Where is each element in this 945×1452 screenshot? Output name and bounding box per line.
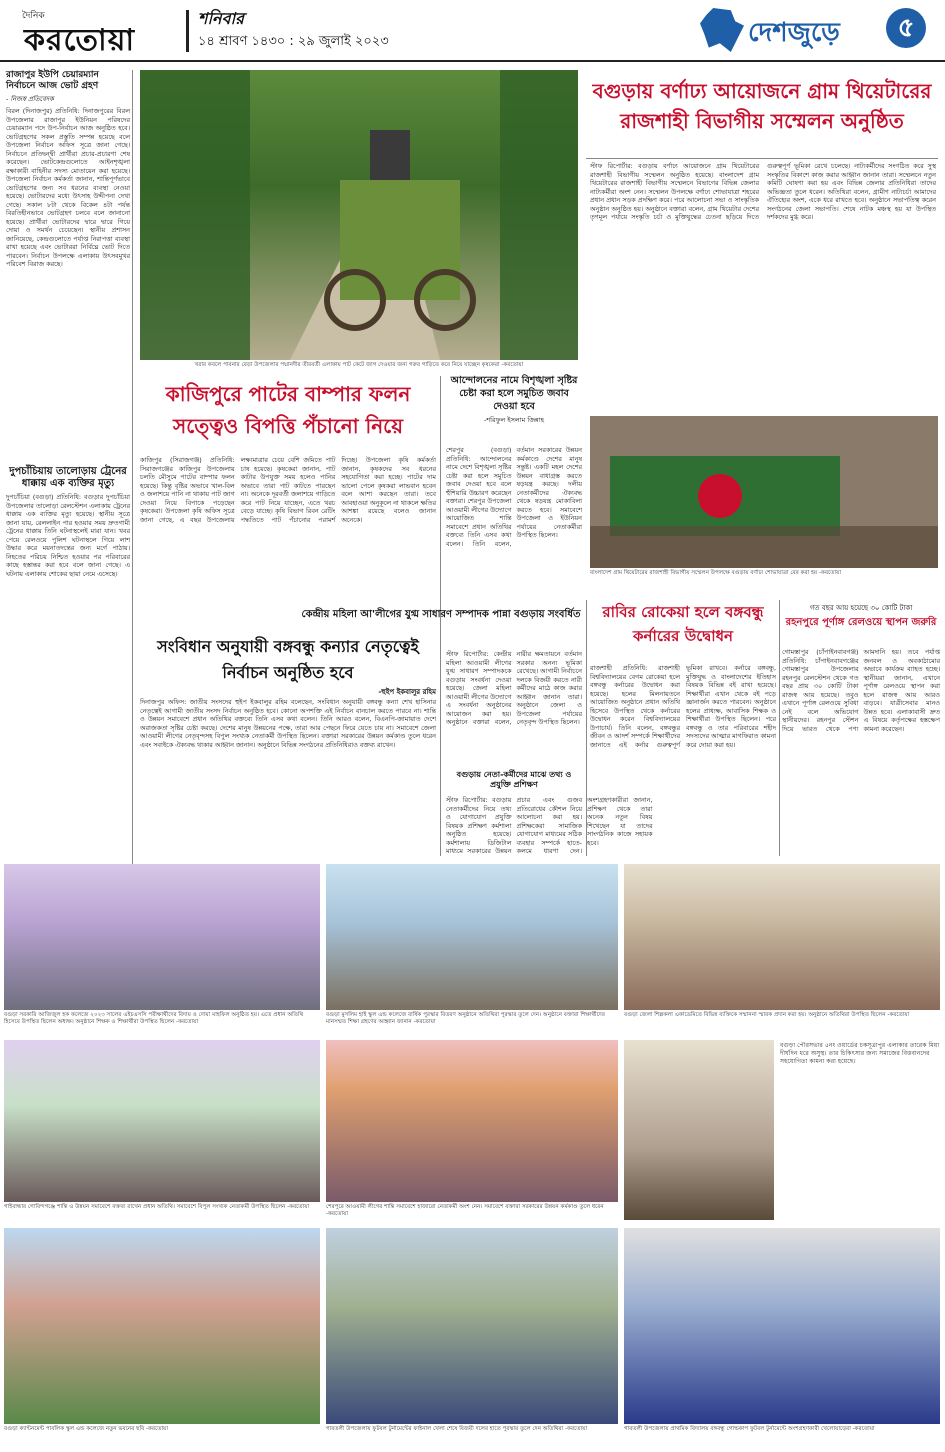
photo-peace-rally-crowd xyxy=(326,1040,618,1202)
logo-name: করতোয়া xyxy=(24,23,136,58)
masthead-date: ১৪ শ্রাবণ ১৪৩০ : ২৯ জুলাই ২০২৩ xyxy=(198,34,389,49)
photo-row3-caption-2: গাবতলী উপজেলায় ফুটবল টুর্নামেন্টের ফাইনাল খেলা শেষে বিজয়ী দলের হাতে পুরস্কার তুলে দেন অতিথিরা -করতোয়া xyxy=(326,1426,588,1432)
women-league-story-body: স্টাফ রিপোর্টার: কেন্দ্রীয় মহিলা আওয়ামী লীগের যুগ্ম সাধারণ সম্পাদককে বগুড়ায় সংবর্ধনা দেওয়া হয়েছে। জেলা মহিলা আওয়ামী লীগের উদ্যোগে এ সংবর্ধনা অনুষ্ঠানের আয়োজন করা হয়। অনুষ্ঠানে বক্তারা বলেন, নারীর ক্ষমতায়নে বর্তমান সরকার অনন্য ভূমিকা রেখেছে। আগামী নির্বাচনে দলকে বিজয়ী করতে নারী কর্মীদের মাঠে কাজ করার আহ্বান জানান তারা। অনুষ্ঠানে জেলা ও উপজেলা পর্যায়ের নেতৃবৃন্দ উপস্থিত ছিলেন। xyxy=(446,650,582,726)
rokeya-story-body: রাজশাহী প্রতিনিধি: রাজশাহী বিশ্ববিদ্যালয়ের বেগম রোকেয়া হলে বঙ্গবন্ধু কর্নারের উদ্বোধন করা হয়েছে। হলের মিলনায়তনে আয়োজিত অনুষ্ঠানে প্রধান অতিথি হিসেবে উপস্থিত থেকে কর্নারের উদ্বোধন করেন বিশ্ববিদ্যালয়ের উপাচার্য। তিনি বলেন, বঙ্গবন্ধুর জীবন ও আদর্শ সম্পর্কে শিক্ষার্থীদের জানাতে এই কর্নার গুরুত্বপূর্ণ ভূমিকা রাখবে। কর্নারে বঙ্গবন্ধু, মুক্তিযুদ্ধ ও বাংলাদেশের ইতিহাস বিষয়ক বিভিন্ন বই রাখা হয়েছে। শিক্ষার্থীরা এখান থেকে বই পড়ে জ্ঞানার্জন করতে পারবেন। অনুষ্ঠানে হলের প্রাধ্যক্ষ, আবাসিক শিক্ষক ও শিক্ষার্থীরা উপস্থিত ছিলেন। পরে বঙ্গবন্ধু ও তার পরিবারের শহীদ সদস্যদের আত্মার মাগফিরাত কামনা করে দোয়া করা হয়। xyxy=(590,664,776,749)
page-number: ৫ xyxy=(886,8,926,48)
photo-development-rally xyxy=(4,1040,320,1202)
student-story-body: শেরপুর (বগুড়া) প্রতিনিধি: আন্দোলনের নামে দেশে বিশৃঙ্খলা সৃষ্টির চেষ্টা করা হলে সমুচিত জবাব দেওয়া হবে বলে হুঁশিয়ারি উচ্চারণ করেছেন বক্তারা। শেরপুর উপজেলা আওয়ামী লীগের উদ্যোগে আয়োজিত শান্তি সমাবেশে প্রধান অতিথির বক্তব্যে তিনি এসব কথা বলেন। তিনি বলেন, বর্তমান সরকারের উন্নয়ন কর্মকাণ্ডে দেশের মানুষ সন্তুষ্ট। একটি মহল দেশের উন্নয়ন বাধাগ্রস্ত করতে ষড়যন্ত্র করছে। দলীয় নেতাকর্মীদের ঐক্যবদ্ধ থেকে ষড়যন্ত্র মোকাবিলা করতে হবে। সমাবেশে উপজেলা ও ইউনিয়ন পর্যায়ের নেতাকর্মীরা উপস্থিত ছিলেন। xyxy=(446,446,582,548)
training-story-header xyxy=(446,770,582,796)
column-rule xyxy=(586,600,587,856)
top-photo-caption: খরার কবলে পাবনার বেড়া উপজেলার পদ্মানদীর তীরবর্তী এলাকায় পাট কেটে জাগ দেওয়ার জন্য গরুর গাড়িতে করে নিয়ে যাচ্ছেন কৃষকেরা -করতোয়া xyxy=(194,362,524,368)
jute-story-header xyxy=(140,378,436,450)
theatre-photo-caption: বাংলাদেশ গ্রাম থিয়েটারের রাজশাহী বিভাগীয় সম্মেলন উপলক্ষে বগুড়ায় বর্ণাঢ্য শোভাযাত্রা বের করা হয় -করতোয়া xyxy=(590,570,842,576)
theatre-story-header xyxy=(586,72,938,158)
theatre-headline-rule xyxy=(586,158,938,159)
photo-row2-caption-2: শেরপুরে আওয়ামী লীগের শান্তি সমাবেশে হাজারো নেতাকর্মী অংশ নেন। সমাবেশে বক্তারা সরকারের উন্নয়ন কর্মকাণ্ড তুলে ধরেন -করতোয়া xyxy=(326,1204,604,1218)
photo-row1-caption-3: বগুড়া জেলা শিল্পকলা একাডেমিতে বিভিন্ন ব্যক্তিকে সম্মাননা স্মারক প্রদান করা হয়। অনুষ্ঠানে অতিথিরা উপস্থিত ছিলেন -করতোয়া xyxy=(624,1012,910,1018)
photo-school-prize xyxy=(326,864,618,1010)
photo-row1-caption-1: বগুড়া সরকারি আজিজুল হক কলেজে ২০২৩ সালের এইচএসসি পরীক্ষার্থীদের বিদায় ও দোয়া মাহফিল অনুষ্ঠিত হয়। এতে প্রধান অতিথি হিসেবে উপস্থিত ছিলেন অধ্যক্ষ। অনুষ্ঠানে শিক্ষক ও শিক্ষার্থীরা উপস্থিত ছিলেন -করতোয়া xyxy=(4,1012,304,1026)
photo-honour-award xyxy=(624,864,940,1010)
theatre-story-body: স্টাফ রিপোর্টার: বগুড়ায় বর্ণাঢ্য আয়োজনে গ্রাম থিয়েটারের রাজশাহী বিভাগীয় সম্মেলন অনুষ্ঠিত হয়েছে। বাংলাদেশ গ্রাম থিয়েটারের রাজশাহী বিভাগীয় সম্মেলনে বিভাগের বিভিন্ন জেলার নাট্যকর্মীরা অংশ নেন। সম্মেলন উপলক্ষে বর্ণাঢ্য শোভাযাত্রা শহরের প্রধান প্রধান সড়ক প্রদক্ষিণ করে। পরে আলোচনা সভা ও সাংস্কৃতিক অনুষ্ঠান অনুষ্ঠিত হয়। অনুষ্ঠানে বক্তারা বলেন, গ্রাম থিয়েটার দেশের তৃণমূল পর্যায়ে সংস্কৃতি চর্চা ও মুক্তিযুদ্ধের চেতনা ছড়িয়ে দিতে গুরুত্বপূর্ণ ভূমিকা রেখে চলেছে। নাট্যকর্মীদের সংগঠিত করে সুস্থ সংস্কৃতির বিকাশে কাজ করার আহ্বান জানান তারা। সম্মেলনে নতুন কমিটি ঘোষণা করা হয় এবং বিভিন্ন জেলার প্রতিনিধিরা তাদের অভিজ্ঞতা তুলে ধরেন। অতিথিরা বলেন, গ্রামীণ নাট্যচর্চা আমাদের ঐতিহ্যের অংশ, একে ধরে রাখতে হবে। অনুষ্ঠানে সভাপতিত্ব করেন সংগঠনের জেলা সভাপতি। শেষে নাটক মঞ্চস্থ হয় যা উপস্থিত দর্শকদের মুগ্ধ করে। xyxy=(590,162,936,221)
bangladesh-map-icon xyxy=(700,8,744,52)
photo-row1-caption-2: বগুড়া মুসলিম হাই স্কুল এন্ড কলেজে বার্ষিক পুরস্কার বিতরণ অনুষ্ঠানে অতিথিরা পুরস্কার তুলে দেন। অনুষ্ঠানে বক্তারা শিক্ষার্থীদের মানসম্মত শিক্ষা গ্রহণের আহ্বান জানান -করতোয়া xyxy=(326,1012,605,1026)
jute-story-body: কাজিপুর (সিরাজগঞ্জ) প্রতিনিধি: সিরাজগঞ্জের কাজিপুর উপজেলায় চলতি মৌসুমে পাটের বাম্পার ফলন হয়েছে। কিন্তু বৃষ্টির অভাবে খাল-বিল ও জলাশয়ে পানি না থাকায় পাট জাগ দেওয়া নিয়ে বিপাকে পড়েছেন কৃষকেরা। উপজেলা কৃষি অফিস সূত্রে জানা গেছে, এ বছর উপজেলায় লক্ষ্যমাত্রার চেয়ে বেশি জমিতে পাট চাষ হয়েছে। কৃষকেরা জানান, পাট কাটার উপযুক্ত সময় হলেও পানির অভাবে তারা পাট কাটতে পারছেন না। অনেকে দূরবর্তী জলাশয়ে গাড়িতে করে পাট নিয়ে যাচ্ছেন, এতে খরচ বেড়ে যাচ্ছে। কৃষি বিভাগ রিবন রেটিং পদ্ধতিতে পাট পঁচানোর পরামর্শ দিচ্ছে। উপজেলা কৃষি কর্মকর্তা জানান, কৃষকদের সব ধরনের সহযোগিতা করা হচ্ছে। পাটের দাম ভালো পেলে কৃষকরা লাভবান হবেন বলে আশা করছেন তারা। তবে আবহাওয়া অনুকূলে না থাকলে ক্ষতির আশঙ্কা রয়েছে বলেও জানান অনেকে। xyxy=(140,456,436,524)
theatre-story-headline: বগুড়ায় বর্ণাঢ্য আয়োজনে গ্রাম থিয়েটারের রাজশাহী বিভাগীয় সম্মেলন অনুষ্ঠিত xyxy=(592,79,932,133)
column-rule xyxy=(779,600,780,856)
left-column xyxy=(6,70,130,850)
masthead-divider xyxy=(186,10,189,52)
railway-story-header xyxy=(782,616,940,646)
photo-college-farewell xyxy=(4,864,320,1010)
women-league-story-headline: কেন্দ্রীয় মহিলা আ'লীগের যুগ্ম সাধারণ সম্পাদক পান্না বগুড়ায় সংবর্ধিত xyxy=(301,609,581,620)
left-story-byline: - নিজস্ব প্রতিবেদক xyxy=(6,95,54,103)
left-story-headline: রাজাপুর ইউপি চেয়ারম্যান নির্বাচনে আজ ভোট গ্রহণ xyxy=(6,70,99,91)
constitution-story-header xyxy=(140,608,436,688)
railway-story-headline: রহনপুরে পূর্ণাঙ্গ রেলওয়ে স্থাপন জরুরি xyxy=(785,617,937,628)
jute-cart-illustration xyxy=(140,70,578,360)
top-photo-jute-cart xyxy=(140,70,578,360)
column-rule xyxy=(132,70,133,930)
side-note-text: বগুড়া পৌরসভার ৫নং ওয়ার্ডের চকসূত্রাপুর এলাকার তারেক মিয়া দীর্ঘদিন ধরে অসুস্থ। তার চিকিৎসার জন্য সমাজের বিত্তবানদের সহযোগিতা কামনা করা হয়েছে। xyxy=(780,1042,940,1065)
photo-row3-caption-3: গাবতলী উপজেলায় প্রাথমিক বিদ্যালয় বঙ্গবন্ধু গোল্ডকাপ ফুটবল টুর্নামেন্টে অংশগ্রহণকারী খেলোয়াড়েরা -করতোয়া xyxy=(624,1426,875,1432)
section-brand xyxy=(700,4,930,56)
photo-patient xyxy=(624,1040,774,1220)
masthead xyxy=(0,0,945,62)
photo-row2-caption-1: গাইবান্ধার গোবিন্দগঞ্জে শান্তি ও উন্নয়ন সমাবেশে বক্তব্য রাখেন প্রধান অতিথি। সমাবেশে বিপুল সংখ্যক নেতাকর্মী উপস্থিত ছিলেন -করতোয়া xyxy=(4,1204,310,1210)
student-story-header xyxy=(446,374,582,444)
newspaper-logo xyxy=(16,4,176,56)
jute-story-headline: কাজিপুরে পাটের বাম্পার ফলন সত্ত্বেও বিপত্তি পঁচানো নিয়ে xyxy=(165,382,411,438)
constitution-story-byline: -হুইপ ইকবালুর রহিম xyxy=(378,688,436,696)
railway-story-kicker: গত বছর আয় হয়েছে ৩০ কোটি টাকা xyxy=(809,604,913,612)
section-name: দেশজুড়ে xyxy=(748,18,840,48)
student-story-headline: আন্দোলনের নামে বিশৃঙ্খলা সৃষ্টির চেষ্টা করা হলে সমুচিত জবাব দেওয়া হবে xyxy=(450,375,578,412)
rokeya-story-headline: রাবির রোকেয়া হলে বঙ্গবন্ধু কর্নারের উদ্বোধন xyxy=(602,603,764,645)
constitution-story-body: দিনাজপুর অফিস: জাতীয় সংসদের হুইপ ইকবালুর রহিম বলেছেন, সংবিধান অনুযায়ী বঙ্গবন্ধু কন্যা শেখ হাসিনার নেতৃত্বেই আগামী জাতীয় সংসদ নির্বাচন অনুষ্ঠিত হবে। কোনো অপশক্তি এই নির্বাচন বানচাল করতে পারবে না। শান্তি ও উন্নয়ন সমাবেশে প্রধান অতিথির বক্তব্যে তিনি এসব কথা বলেন। তিনি আরও বলেন, বিএনপি-জামায়াত দেশে অরাজকতা সৃষ্টির চেষ্টা করছে। দেশের মানুষ উন্নয়নের পক্ষে, তারা আর পেছনে ফিরে যেতে চায় না। সমাবেশে জেলা আওয়ামী লীগের নেতৃবৃন্দসহ বিপুল সংখ্যক নেতাকর্মী উপস্থিত ছিলেন। বক্তারা সরকারের উন্নয়ন কর্মকাণ্ড তুলে ধরেন এবং সবাইকে ঐক্যবদ্ধ থাকার আহ্বান জানান। অনুষ্ঠানে বিভিন্ন সংগঠনের প্রতিনিধিরাও বক্তব্য রাখেন। xyxy=(140,698,436,749)
left-story-body: বিরল (দিনাজপুর) প্রতিনিধি: দিনাজপুরের বিরল উপজেলার রাজাপুর ইউনিয়ন পরিষদের চেয়ারম্যান পদে উপ-নির্বাচন আজ অনুষ্ঠিত হবে। ভোটগ্রহণের সকল প্রস্তুতি সম্পন্ন হয়েছে বলে উপজেলা নির্বাচন অফিস সূত্রে জানা গেছে। নির্বাচনে প্রতিদ্বন্দ্বী প্রার্থীরা প্রচার-প্রচারণা শেষ করেছেন। ভোটকেন্দ্রগুলোতে আইনশৃঙ্খলা রক্ষাকারী বাহিনীর সদস্য মোতায়েন করা হয়েছে। উপজেলা নির্বাচন কর্মকর্তা জানান, শান্তিপূর্ণভাবে ভোটগ্রহণের জন্য সব ধরনের ব্যবস্থা নেওয়া হয়েছে। ভোটারদের মধ্যে উৎসাহ উদ্দীপনা দেখা গেছে। সকাল ৮টা থেকে বিকেল ৪টা পর্যন্ত বিরতিহীনভাবে ভোটগ্রহণ চলবে বলে জানানো হয়েছে। প্রার্থীরা ভোটারদের দ্বারে দ্বারে গিয়ে দোয়া ও সমর্থন চেয়েছেন। স্থানীয় প্রশাসন জানিয়েছে, কেন্দ্রগুলোতে পর্যাপ্ত নিরাপত্তা ব্যবস্থা রাখা হয়েছে এবং ভোটাররা নির্বিঘ্নে ভোট দিতে পারবেন। নির্বাচন উপলক্ষে এলাকায় উৎসবমুখর পরিবেশ বিরাজ করছে। xyxy=(6,107,130,268)
photo-football-team xyxy=(624,1228,940,1424)
training-story-headline: বগুড়ায় নেতা-কর্মীদের মাঝে তথ্য ও প্রযুক্তি প্রশিক্ষণ xyxy=(456,770,572,789)
left-story2-body: দুপচাঁচিয়া (বগুড়া) প্রতিনিধি: বগুড়ার দুপচাঁচিয়া উপজেলার তালোড়া রেলস্টেশন এলাকায় ট্রেনের ধাক্কায় এক ব্যক্তির মৃত্যু হয়েছে। স্থানীয় সূত্রে জানা যায়, রেললাইন পার হওয়ার সময় দ্রুতগামী ট্রেনের ধাক্কায় তিনি ঘটনাস্থলেই মারা যান। খবর পেয়ে রেলওয়ে পুলিশ ঘটনাস্থলে গিয়ে লাশ উদ্ধার করে ময়নাতদন্তের জন্য মর্গে পাঠায়। নিহতের পরিচয় নিশ্চিত হওয়ার পর পরিবারের কাছে হস্তান্তর করা হবে বলে জানা গেছে। এ ঘটনায় এলাকায় শোকের ছায়া নেমে এসেছে। xyxy=(6,493,130,578)
masthead-day: শনিবার xyxy=(198,9,244,28)
logo-small-text: দৈনিক xyxy=(22,11,45,21)
railway-story-body: গোমস্তাপুর (চাঁপাইনবাবগঞ্জ) প্রতিনিধি: চাঁপাইনবাবগঞ্জের গোমস্তাপুর উপজেলার রহনপুর রেলস্টেশন থেকে গত বছর প্রায় ৩০ কোটি টাকা রাজস্ব আয় হয়েছে। তবুও এখানে পূর্ণাঙ্গ রেলওয়ে সুবিধা নেই বলে অভিযোগ স্থানীয়দের। রহনপুর স্টেশন দিয়ে ভারত থেকে পণ্য আমদানি হয়। তবে পর্যাপ্ত জনবল ও অবকাঠামোর অভাবে কার্যক্রম ব্যাহত হচ্ছে। স্থানীয়রা জানান, এখানে পূর্ণাঙ্গ রেলওয়ে স্থাপন করা হলে রাজস্ব আয় আরও বাড়বে। যাত্রীসেবার মানও উন্নত হবে। এলাকাবাসী দ্রুত এ বিষয়ে কর্তৃপক্ষের হস্তক্ষেপ কামনা করেছেন। xyxy=(782,648,940,733)
theatre-rally-photo xyxy=(590,416,938,568)
photo-school-building xyxy=(4,1228,320,1424)
rokeya-story-header xyxy=(590,600,776,662)
left-story2-headline: দুপচাঁচিয়ায় তালোড়ায় ট্রেনের ধাক্কায় এক ব্যক্তির মৃত্যু xyxy=(9,466,127,489)
photo-football-prize xyxy=(326,1228,618,1424)
training-story-body: স্টাফ রিপোর্টার: বগুড়ায় নেতাকর্মীদের নিয়ে তথ্য ও যোগাযোগ প্রযুক্তি বিষয়ক প্রশিক্ষণ কর্মশালা অনুষ্ঠিত হয়েছে। কর্মশালায় ডিজিটাল মাধ্যমে সরকারের উন্নয়ন প্রচার এবং গুজব প্রতিরোধের কৌশল নিয়ে আলোচনা করা হয়। প্রশিক্ষকেরা সামাজিক যোগাযোগ মাধ্যমের সঠিক ব্যবহার সম্পর্কে হাতে-কলমে ধারণা দেন। অংশগ্রহণকারীরা জানান, প্রশিক্ষণ থেকে তারা অনেক নতুন বিষয় শিখেছেন যা তাদের সাংগঠনিক কাজে সহায়ক হবে। xyxy=(446,796,653,855)
student-story-byline: -শরিফুল ইসলাম জিন্নাহ xyxy=(483,416,545,424)
photo-row3-caption-1: বগুড়া ক্যান্টনমেন্ট পাবলিক স্কুল এন্ড কলেজে নতুন ভবনের ছবি -করতোয়া xyxy=(4,1426,168,1432)
flag-procession-illustration xyxy=(590,416,938,568)
constitution-story-headline: সংবিধান অনুযায়ী বঙ্গবন্ধু কন্যার নেতৃত্বেই নির্বাচন অনুষ্ঠিত হবে xyxy=(157,637,419,682)
